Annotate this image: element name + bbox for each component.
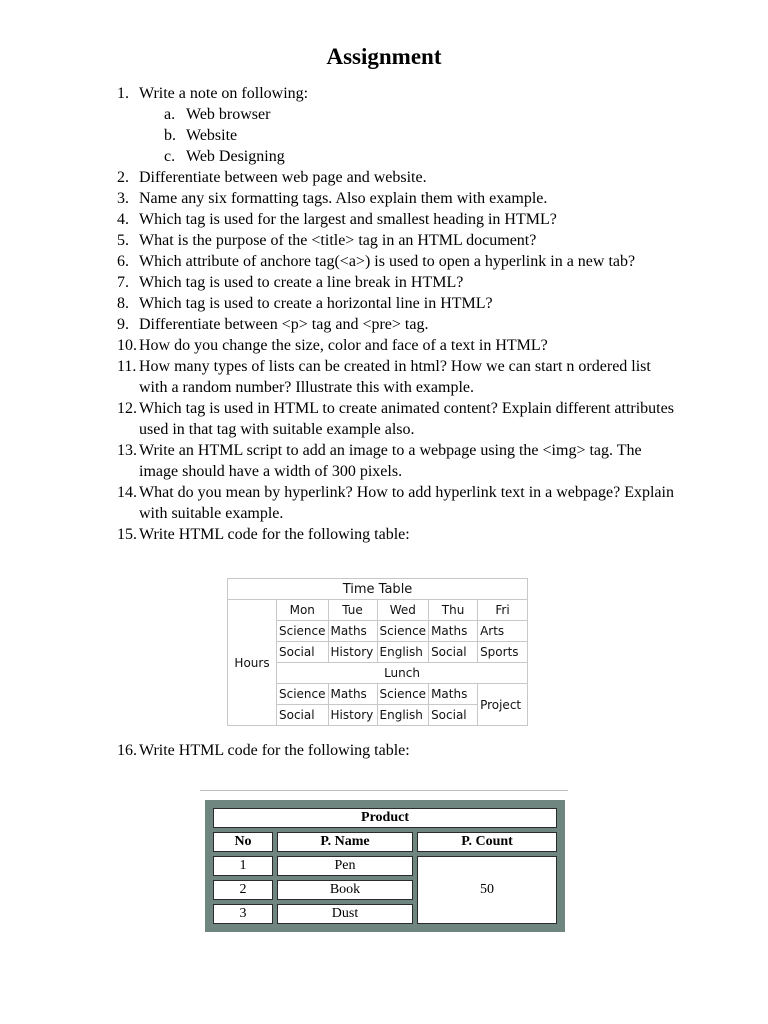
question-number: 15. xyxy=(117,526,137,543)
question-text: How do you change the size, color and face of a text in HTML? xyxy=(139,337,548,354)
product-table-frame xyxy=(205,800,565,932)
question-number: c. xyxy=(164,148,176,165)
question-number: 6. xyxy=(117,253,129,270)
time-table xyxy=(227,578,528,726)
question-number: 4. xyxy=(117,211,129,228)
timetable-cell: Social xyxy=(277,642,329,663)
product-name: Pen xyxy=(277,856,413,876)
question-item xyxy=(0,188,768,209)
question-text: Differentiate between web page and website. xyxy=(139,169,427,186)
question-16 xyxy=(0,740,768,761)
timetable-cell: Social xyxy=(429,642,478,663)
product-header: P. Count xyxy=(417,832,557,852)
horizontal-rule xyxy=(200,790,568,791)
product-table xyxy=(209,804,561,928)
day-header: Mon xyxy=(277,600,329,621)
product-name: Book xyxy=(277,880,413,900)
question-item xyxy=(0,251,768,272)
product-caption: Product xyxy=(213,808,557,828)
product-no: 1 xyxy=(213,856,273,876)
question-item xyxy=(0,230,768,251)
question-number: 1. xyxy=(117,85,129,102)
question-number: 3. xyxy=(117,190,129,207)
question-text: Which tag is used to create a horizontal line in HTML? xyxy=(139,295,493,312)
timetable-cell: Maths xyxy=(429,684,478,705)
question-number: b. xyxy=(164,127,176,144)
timetable-cell: History xyxy=(328,705,377,726)
timetable-cell: Maths xyxy=(328,684,377,705)
product-no: 3 xyxy=(213,904,273,924)
question-text: Differentiate between <p> tag and <pre> tag. xyxy=(139,316,429,333)
question-text: Web Designing xyxy=(186,148,285,165)
question-item xyxy=(0,356,768,398)
question-text: What is the purpose of the <title> tag in an HTML document? xyxy=(139,232,537,249)
question-text: Which attribute of anchore tag(<a>) is used to open a hyperlink in a new tab? xyxy=(139,253,636,270)
question-item xyxy=(0,272,768,293)
question-number: 14. xyxy=(117,484,137,501)
page-title: Assignment xyxy=(326,44,442,69)
timetable-cell: Science xyxy=(377,684,429,705)
question-text: Write an HTML script to add an image to a webpage using the <img> tag. The image should have a width of 300 pixels. xyxy=(139,442,642,480)
sub-question xyxy=(0,146,768,167)
question-item xyxy=(0,293,768,314)
question-number: 13. xyxy=(117,442,137,459)
question-number: a. xyxy=(164,106,176,123)
product-header: No xyxy=(213,832,273,852)
product-count: 50 xyxy=(417,856,557,924)
question-item xyxy=(0,398,768,440)
question-item xyxy=(0,440,768,482)
question-number: 9. xyxy=(117,316,129,333)
timetable-cell: History xyxy=(328,642,377,663)
day-header: Thu xyxy=(429,600,478,621)
question-text: Name any six formatting tags. Also explain them with example. xyxy=(139,190,548,207)
product-name: Dust xyxy=(277,904,413,924)
question-text: Website xyxy=(186,127,238,144)
question-number: 10. xyxy=(117,337,137,354)
question-item xyxy=(0,482,768,524)
question-text: What do you mean by hyperlink? How to add hyperlink text in a webpage? Explain with suitable example. xyxy=(139,484,674,522)
day-header: Tue xyxy=(328,600,377,621)
timetable-cell: Science xyxy=(277,621,329,642)
question-text: Which tag is used in HTML to create animated content? Explain different attributes used in that tag with suitable example also. xyxy=(139,400,674,438)
question-item xyxy=(0,524,768,545)
day-header: Fri xyxy=(478,600,528,621)
product-header: P. Name xyxy=(277,832,413,852)
question-text: Write HTML code for the following table: xyxy=(139,742,410,759)
question-number: 16. xyxy=(117,742,137,759)
day-header: Wed xyxy=(377,600,429,621)
question-text: Web browser xyxy=(186,106,271,123)
question-number: 8. xyxy=(117,295,129,312)
time-table-caption: Time Table xyxy=(228,579,528,600)
timetable-cell: English xyxy=(377,705,429,726)
timetable-cell: Social xyxy=(429,705,478,726)
sub-question xyxy=(0,125,768,146)
timetable-cell: Maths xyxy=(328,621,377,642)
timetable-cell: Sports xyxy=(478,642,528,663)
lunch-cell: Lunch xyxy=(277,663,528,684)
question-number: 5. xyxy=(117,232,129,249)
question-number: 12. xyxy=(117,400,137,417)
timetable-cell: English xyxy=(377,642,429,663)
timetable-cell: Maths xyxy=(429,621,478,642)
question-number: 11. xyxy=(117,358,137,375)
question-text: Write HTML code for the following table: xyxy=(139,526,410,543)
question-text: Write a note on following: xyxy=(139,85,309,102)
timetable-cell: Arts xyxy=(478,621,528,642)
product-no: 2 xyxy=(213,880,273,900)
project-cell: Project xyxy=(478,684,528,726)
timetable-cell: Science xyxy=(377,621,429,642)
question-item xyxy=(0,209,768,230)
question-item xyxy=(0,83,768,104)
hours-cell: Hours xyxy=(228,600,277,726)
question-item xyxy=(0,167,768,188)
timetable-cell: Science xyxy=(277,684,329,705)
question-number: 7. xyxy=(117,274,129,291)
sub-question xyxy=(0,104,768,125)
question-list xyxy=(0,83,768,545)
question-item xyxy=(0,314,768,335)
timetable-cell: Social xyxy=(277,705,329,726)
question-text: Which tag is used to create a line break in HTML? xyxy=(139,274,464,291)
question-text: How many types of lists can be created in html? How we can start n ordered list with a random number? Illustrate this with example. xyxy=(139,358,651,396)
question-number: 2. xyxy=(117,169,129,186)
question-text: Which tag is used for the largest and smallest heading in HTML? xyxy=(139,211,557,228)
question-item xyxy=(0,335,768,356)
